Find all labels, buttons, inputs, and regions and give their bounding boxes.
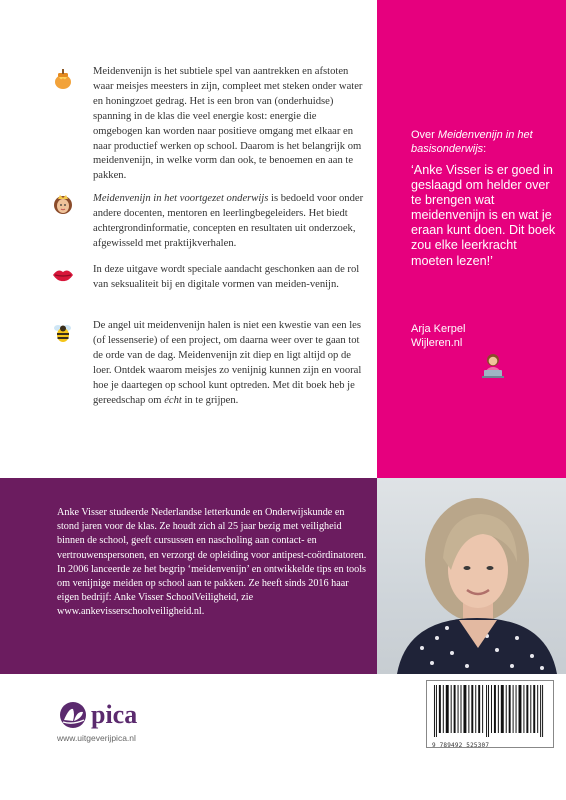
book-title-italic: Meidenvenijn in het voortgezet onderwijs — [93, 193, 269, 204]
quote-attribution — [411, 322, 561, 350]
quote-source: Wijleren.nl — [411, 337, 463, 349]
publisher-url: www.uitgeverijpica.nl — [57, 733, 136, 743]
princess-icon — [52, 193, 74, 215]
publisher-name: pica — [91, 700, 138, 729]
audience-text: is bedoeld voor onder andere docenten, mentoren en leerlingbegeleiders. Het biedt achtergrondinformatie, concepten en resultaten uit onderzoek, afgewisseld met praktijkverhalen. — [93, 193, 364, 249]
author-bio: Anke Visser studeerde Nederlandse letterkunde en Onderwijskunde en stond jaren voor de klas. Ze houdt zich al 25 jaar bezig met veiligheid binnen de school, geeft cursussen en nascholing aan contact- en vertrouwenspersonen, en verzorgt de opleiding voor antipest-coördinatoren. In 2006 lanceerde ze het begrip ‘meidenvenijn’ en ontwikkelde tips en tools om venijnige meiden op school aan te pakken. Ze heeft sinds 2016 haar eigen bedrijf: Anke Visser SchoolVeiligheid, zie www.ankevisserschoolveiligheid.nl. — [57, 507, 367, 618]
author-photo — [377, 478, 566, 674]
special-attention-paragraph: In deze uitgave wordt speciale aandacht geschonken aan de rol van seksualiteit bij en digitale vormen van meiden-venijn. — [93, 264, 360, 290]
isbn-number: 9 789492 525307 — [432, 742, 490, 749]
audience-paragraph — [93, 192, 365, 252]
intro-paragraph: Meidenvenijn is het subtiele spel van aantrekken en afstoten waar meisjes meesters in zijn, compleet met steken onder water en honingzoet gedrag. Het is een bron van (onderhuidse) spanning in de klas die veel energie kost: energie die omgebogen kan worden naar positieve omgang met elkaar en naar productief werken op school. Daarom is het belangrijk om meidenvenijn, in welke vorm dan ook, te benoemen en aan te pakken. — [93, 66, 363, 182]
closing-text-b: in te grijpen. — [181, 394, 239, 406]
woman-laptop-icon — [480, 352, 506, 378]
isbn-barcode — [426, 680, 554, 748]
review-quote: ‘Anke Visser is er goed in geslaagd om helder over te brengen wat meidenvenijn is en wat je eraan kunt doen. Dit boek zou elke leerkracht moeten lezen!’ — [411, 163, 556, 268]
quote-heading-prefix: Over — [411, 129, 438, 141]
quote-heading — [411, 128, 561, 156]
closing-text-a: De angel uit meidenvenijn halen is niet een kwestie van een les (of lessenserie) of een project, om daarna weer over te gaan tot de orde van de dag. Meidenvenijn zit diep en ligt altijd op de loer. Ontdek waarom meisjes zo venijnig kunnen zijn en vooral hoe je daartegen op school kunt optreden. Met dit boek heb je gereedschap om — [93, 320, 362, 406]
quote-heading-book: Meidenvenijn in het basisonderwijs — [411, 129, 533, 155]
lips-icon — [52, 264, 74, 286]
closing-text-italic: écht — [164, 394, 182, 406]
barcode-bars — [432, 685, 548, 737]
bee-icon — [52, 321, 74, 343]
closing-paragraph — [93, 319, 365, 408]
quote-author: Arja Kerpel — [411, 323, 466, 335]
quote-heading-suffix: : — [483, 143, 487, 155]
honey-pot-icon — [52, 68, 74, 90]
